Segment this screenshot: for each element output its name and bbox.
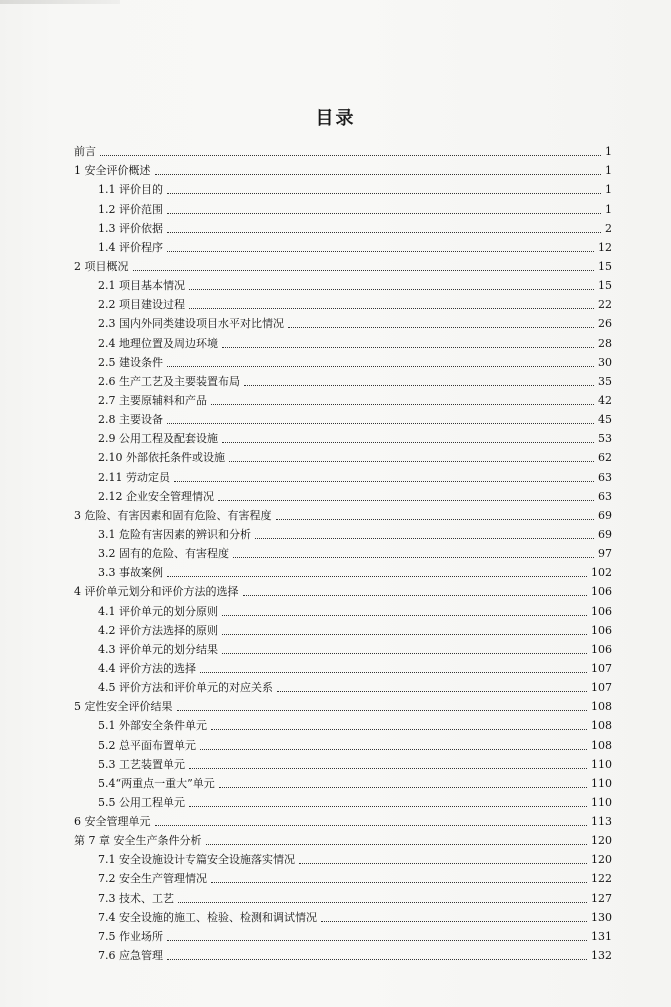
toc-entry-page-number: 53 — [598, 432, 612, 446]
toc-entry — [74, 618, 612, 637]
toc-entry-page-number: 42 — [598, 393, 612, 407]
toc-entry-page-number: 106 — [591, 642, 612, 656]
toc-entry-label: 7.5 作业场所 — [98, 929, 163, 943]
toc-entry-page-number: 12 — [598, 240, 612, 254]
toc-entry — [74, 177, 612, 196]
toc-entry-page-number: 45 — [598, 413, 612, 427]
dot-leader — [211, 882, 587, 883]
toc-entry — [74, 771, 612, 790]
toc-entry-label: 4.5 评价方法和评价单元的对应关系 — [98, 681, 273, 695]
toc-entry — [74, 713, 612, 732]
dot-leader — [222, 634, 587, 635]
dot-leader — [244, 385, 594, 386]
toc-entry — [74, 311, 612, 330]
dot-leader — [133, 270, 595, 271]
toc-entry-label: 2.8 主要设备 — [98, 413, 163, 427]
toc-entry-page-number: 2 — [605, 221, 612, 235]
dot-leader — [299, 863, 587, 864]
toc-entry-label: 4.2 评价方法选择的原则 — [98, 623, 218, 637]
dot-leader — [222, 615, 587, 616]
toc-entry-page-number: 110 — [591, 757, 612, 771]
dot-leader — [167, 213, 601, 214]
toc-entry-label: 第 7 章 安全生产条件分析 — [74, 834, 202, 848]
toc-entry — [74, 484, 612, 503]
toc-entry — [74, 464, 612, 483]
toc-entry-label: 7.3 技术、工艺 — [98, 891, 174, 905]
toc-entry-label: 3.2 固有的危险、有害程度 — [98, 547, 229, 561]
dot-leader — [189, 289, 594, 290]
toc-entry — [74, 216, 612, 235]
toc-entry — [74, 905, 612, 924]
dot-leader — [178, 902, 587, 903]
dot-leader — [255, 538, 594, 539]
toc-entry-label: 6 安全管理单元 — [74, 815, 151, 829]
toc-entry — [74, 330, 612, 349]
dot-leader — [218, 500, 594, 501]
toc-entry-page-number: 62 — [598, 451, 612, 465]
toc-entry — [74, 158, 612, 177]
toc-entry — [74, 694, 612, 713]
toc-entry-page-number: 106 — [591, 604, 612, 618]
toc-entry — [74, 522, 612, 541]
dot-leader — [189, 768, 587, 769]
toc-entry-label: 5.4“两重点一重大”单元 — [98, 776, 215, 790]
dot-leader — [211, 729, 587, 730]
toc-entry — [74, 254, 612, 273]
toc-entry-page-number: 28 — [598, 336, 612, 350]
toc-entry-page-number: 97 — [598, 547, 612, 561]
toc-entry-page-number: 35 — [598, 374, 612, 388]
toc-entry-page-number: 1 — [605, 202, 612, 216]
toc-entry-label: 5.2 总平面布置单元 — [98, 738, 196, 752]
dot-leader — [167, 959, 587, 960]
dot-leader — [277, 691, 587, 692]
toc-entry — [74, 637, 612, 656]
table-of-contents — [74, 139, 612, 962]
dot-leader — [276, 519, 595, 520]
toc-entry-label: 5.1 外部安全条件单元 — [98, 719, 207, 733]
toc-entry — [74, 656, 612, 675]
toc-entry-label: 2.9 公用工程及配套设施 — [98, 432, 218, 446]
toc-entry-page-number: 15 — [598, 259, 612, 273]
toc-entry — [74, 732, 612, 751]
toc-entry — [74, 790, 612, 809]
dot-leader — [167, 576, 587, 577]
toc-entry — [74, 388, 612, 407]
toc-entry-page-number: 69 — [598, 508, 612, 522]
toc-entry — [74, 885, 612, 904]
toc-entry — [74, 866, 612, 885]
toc-entry — [74, 350, 612, 369]
toc-entry-page-number: 63 — [598, 470, 612, 484]
toc-entry-page-number: 107 — [591, 661, 612, 675]
toc-entry — [74, 752, 612, 771]
dot-leader — [219, 787, 587, 788]
dot-leader — [177, 710, 588, 711]
toc-entry-label: 前言 — [74, 145, 96, 159]
toc-entry-page-number: 106 — [591, 623, 612, 637]
dot-leader — [200, 672, 587, 673]
toc-entry-page-number: 69 — [598, 527, 612, 541]
toc-entry — [74, 541, 612, 560]
dot-leader — [222, 347, 594, 348]
toc-title: 目录 — [315, 108, 356, 129]
toc-entry — [74, 273, 612, 292]
dot-leader — [155, 174, 602, 175]
dot-leader — [243, 595, 588, 596]
toc-entry-page-number: 110 — [591, 776, 612, 790]
toc-entry-page-number: 15 — [598, 279, 612, 293]
toc-entry-page-number: 110 — [591, 795, 612, 809]
dot-leader — [189, 308, 594, 309]
dot-leader — [167, 366, 594, 367]
dot-leader — [167, 232, 601, 233]
toc-entry — [74, 369, 612, 388]
toc-entry-page-number: 127 — [591, 891, 612, 905]
dot-leader — [233, 557, 594, 558]
toc-entry — [74, 235, 612, 254]
scan-edge-mark — [0, 0, 120, 4]
toc-entry-page-number: 102 — [591, 566, 612, 580]
toc-entry-page-number: 120 — [591, 834, 612, 848]
toc-entry-label: 1.1 评价目的 — [98, 183, 163, 197]
dot-leader — [288, 327, 594, 328]
toc-entry-page-number: 107 — [591, 681, 612, 695]
toc-entry-label: 2.6 生产工艺及主要装置布局 — [98, 374, 240, 388]
toc-entry-label: 7.4 安全设施的施工、检验、检测和调试情况 — [98, 910, 317, 924]
toc-entry-page-number: 108 — [591, 700, 612, 714]
dot-leader — [321, 921, 587, 922]
toc-entry — [74, 847, 612, 866]
toc-entry-label: 2.2 项目建设过程 — [98, 298, 185, 312]
toc-entry-page-number: 132 — [591, 949, 612, 963]
dot-leader — [189, 806, 587, 807]
toc-entry-page-number: 26 — [598, 317, 612, 331]
toc-entry-page-number: 122 — [591, 872, 612, 886]
toc-entry-label: 4.4 评价方法的选择 — [98, 661, 196, 675]
toc-entry — [74, 828, 612, 847]
toc-entry-page-number: 108 — [591, 719, 612, 733]
toc-entry-label: 3.1 危险有害因素的辨识和分析 — [98, 527, 251, 541]
dot-leader — [100, 155, 601, 156]
toc-entry — [74, 139, 612, 158]
toc-entry — [74, 407, 612, 426]
dot-leader — [167, 940, 587, 941]
toc-entry — [74, 943, 612, 962]
toc-entry-page-number: 120 — [591, 853, 612, 867]
toc-entry-label: 2 项目概况 — [74, 259, 129, 273]
toc-entry-label: 4.1 评价单元的划分原则 — [98, 604, 218, 618]
dot-leader — [222, 442, 594, 443]
toc-entry-label: 1 安全评价概述 — [74, 164, 151, 178]
toc-entry-label: 7.2 安全生产管理情况 — [98, 872, 207, 886]
toc-entry-page-number: 22 — [598, 298, 612, 312]
toc-entry-page-number: 1 — [605, 164, 612, 178]
toc-entry-label: 2.3 国内外同类建设项目水平对比情况 — [98, 317, 284, 331]
toc-entry-page-number: 108 — [591, 738, 612, 752]
toc-entry-page-number: 1 — [605, 183, 612, 197]
dot-leader — [206, 844, 588, 845]
toc-entry-page-number: 113 — [591, 815, 612, 829]
toc-entry — [74, 292, 612, 311]
toc-entry-label: 3.3 事故案例 — [98, 566, 163, 580]
toc-entry — [74, 598, 612, 617]
dot-leader — [200, 749, 587, 750]
toc-entry-label: 2.4 地理位置及周边环境 — [98, 336, 218, 350]
toc-entry-label: 2.10 外部依托条件或设施 — [98, 451, 225, 465]
toc-entry-label: 5.5 公用工程单元 — [98, 795, 185, 809]
toc-entry-label: 4.3 评价单元的划分结果 — [98, 642, 218, 656]
toc-entry-label: 2.5 建设条件 — [98, 355, 163, 369]
dot-leader — [167, 251, 594, 252]
dot-leader — [222, 653, 587, 654]
toc-entry-page-number: 130 — [591, 910, 612, 924]
dot-leader — [229, 461, 594, 462]
toc-entry-label: 4 评价单元划分和评价方法的选择 — [74, 585, 239, 599]
dot-leader — [155, 825, 588, 826]
toc-entry-label: 7.6 应急管理 — [98, 949, 163, 963]
toc-entry — [74, 426, 612, 445]
toc-entry — [74, 503, 612, 522]
dot-leader — [211, 404, 594, 405]
toc-entry-label: 2.12 企业安全管理情况 — [98, 489, 214, 503]
toc-entry — [74, 445, 612, 464]
dot-leader — [174, 481, 594, 482]
toc-entry-label: 5.3 工艺装置单元 — [98, 757, 185, 771]
toc-entry-label: 7.1 安全设施设计专篇安全设施落实情况 — [98, 853, 295, 867]
dot-leader — [167, 193, 601, 194]
toc-entry-label: 1.3 评价依据 — [98, 221, 163, 235]
toc-entry-label: 1.4 评价程序 — [98, 240, 163, 254]
toc-entry — [74, 675, 612, 694]
toc-entry-label: 3 危险、有害因素和固有危险、有害程度 — [74, 508, 272, 522]
toc-entry — [74, 196, 612, 215]
toc-entry-label: 5 定性安全评价结果 — [74, 700, 173, 714]
toc-entry-label: 2.1 项目基本情况 — [98, 279, 185, 293]
toc-entry-page-number: 106 — [591, 585, 612, 599]
toc-entry-label: 2.11 劳动定员 — [98, 470, 170, 484]
toc-entry-page-number: 30 — [598, 355, 612, 369]
toc-entry-page-number: 63 — [598, 489, 612, 503]
toc-entry — [74, 809, 612, 828]
toc-entry-page-number: 1 — [605, 145, 612, 159]
toc-entry-page-number: 131 — [591, 929, 612, 943]
toc-entry — [74, 579, 612, 598]
toc-entry-label: 2.7 主要原辅料和产品 — [98, 393, 207, 407]
toc-entry-label: 1.2 评价范围 — [98, 202, 163, 216]
dot-leader — [167, 423, 594, 424]
toc-entry — [74, 560, 612, 579]
toc-entry — [74, 924, 612, 943]
